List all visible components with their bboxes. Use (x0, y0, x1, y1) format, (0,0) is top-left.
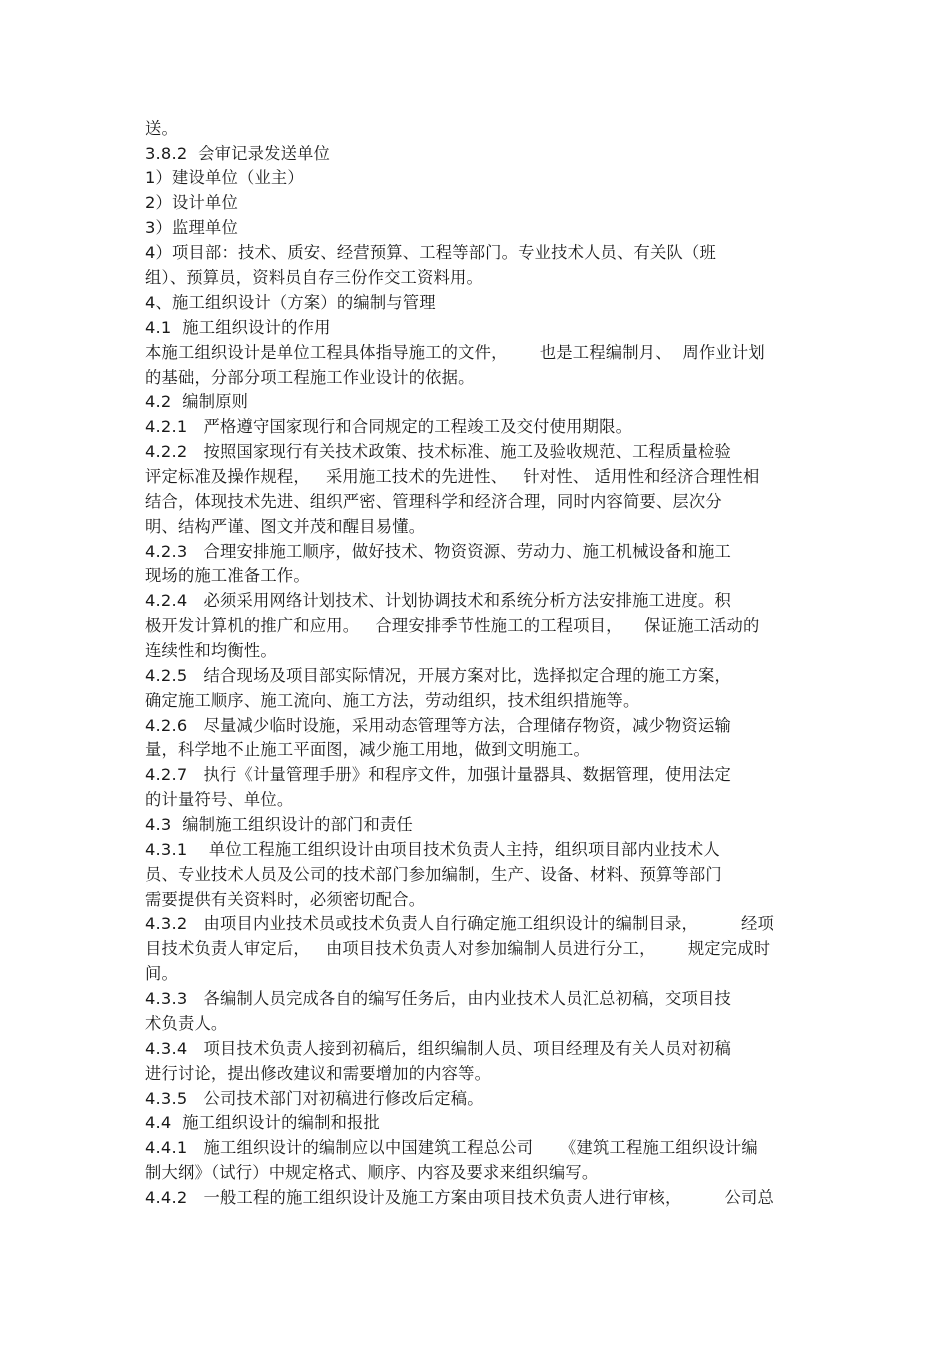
text-line: 4.2.3 合理安排施工顺序，做好技术、物资资源、劳动力、施工机械设备和施工 (145, 542, 731, 561)
text-line: 送。 (145, 119, 178, 138)
section-heading: 4.2 编制原则 (145, 392, 249, 411)
text-line: 4.2.4 必须采用网络计划技术、计划协调技术和系统分析方法安排施工进度。积 (145, 591, 731, 610)
text-line: 4.3.2 由项目内业技术员或技术负责人自行确定施工组织设计的编制目录， 经项 (145, 914, 774, 933)
text-line: 4.2.5 结合现场及项目部实际情况，开展方案对比，选择拟定合理的施工方案， (145, 666, 731, 685)
chapter-heading: 4、施工组织设计（方案）的编制与管理 (145, 293, 436, 312)
text-line: 的计量符号、单位。 (145, 790, 294, 809)
text-line: 4.3.5 公司技术部门对初稿进行修改后定稿。 (145, 1089, 484, 1108)
text-line: 的基础，分部分项工程施工作业设计的依据。 (145, 368, 475, 387)
text-line: 术负责人。 (145, 1014, 228, 1033)
text-line: 连续性和均衡性。 (145, 641, 277, 660)
list-item: 1）建设单位（业主） (145, 168, 304, 187)
text-line: 确定施工顺序、施工流向、施工方法，劳动组织，技术组织措施等。 (145, 691, 640, 710)
section-heading: 4.4 施工组织设计的编制和报批 (145, 1113, 381, 1132)
text-line: 组）、预算员，资料员自存三份作交工资料用。 (145, 268, 483, 287)
text-line: 间。 (145, 964, 178, 983)
list-item: 4）项目部：技术、质安、经营预算、工程等部门。专业技术人员、有关队（班 (145, 243, 716, 262)
text-line: 明、结构严谨、图文并茂和醒目易懂。 (145, 517, 426, 536)
text-line: 4.3.4 项目技术负责人接到初稿后，组织编制人员、项目经理及有关人员对初稿 (145, 1039, 731, 1058)
section-heading: 4.3 编制施工组织设计的部门和责任 (145, 815, 413, 834)
text-line: 评定标准及操作规程， 采用施工技术的先进性、 针对性、 适用性和经济合理性相 (145, 467, 760, 486)
text-line: 进行讨论，提出修改建议和需要增加的内容等。 (145, 1064, 492, 1083)
text-line: 4.4.1 施工组织设计的编制应以中国建筑工程总公司 《建筑工程施工组织设计编 (145, 1138, 758, 1157)
text-line: 4.2.1 严格遵守国家现行和合同规定的工程竣工及交付使用期限。 (145, 417, 633, 436)
text-line: 4.2.7 执行《计量管理手册》和程序文件，加强计量器具、数据管理，使用法定 (145, 765, 731, 784)
text-line: 员、专业技术人员及公司的技术部门参加编制，生产、设备、材料、预算等部门 (145, 865, 722, 884)
text-line: 目技术负责人审定后， 由项目技术负责人对参加编制人员进行分工， 规定完成时 (145, 939, 771, 958)
text-line: 制大纲》（试行）中规定格式、顺序、内容及要求来组织编写。 (145, 1163, 599, 1182)
text-line: 量，科学地不止施工平面图，减少施工用地，做到文明施工。 (145, 740, 590, 759)
text-line: 4.3.1 单位工程施工组织设计由项目技术负责人主持，组织项目部内业技术人 (145, 840, 720, 859)
text-line: 结合，体现技术先进、组织严密、管理科学和经济合理，同时内容简要、层次分 (145, 492, 722, 511)
text-line: 极开发计算机的推广和应用。 合理安排季节性施工的工程项目， 保证施工活动的 (145, 616, 760, 635)
text-line: 4.4.2 一般工程的施工组织设计及施工方案由项目技术负责人进行审核， 公司总 (145, 1188, 774, 1207)
text-line: 现场的施工准备工作。 (145, 566, 310, 585)
text-line: 需要提供有关资料时，必须密切配合。 (145, 890, 426, 909)
text-line: 4.2.2 按照国家现行有关技术政策、技术标准、施工及验收规范、工程质量检验 (145, 442, 731, 461)
text-line: 4.3.3 各编制人员完成各自的编写任务后，由内业技术人员汇总初稿，交项目技 (145, 989, 731, 1008)
list-item: 3）监理单位 (145, 218, 238, 237)
list-item: 2）设计单位 (145, 193, 238, 212)
section-heading: 3.8.2 会审记录发送单位 (145, 144, 331, 163)
text-line: 4.2.6 尽量减少临时设施，采用动态管理等方法，合理储存物资，减少物资运输 (145, 716, 731, 735)
text-line: 本施工组织设计是单位工程具体指导施工的文件， 也是工程编制月、 周作业计划 (145, 343, 765, 362)
section-heading: 4.1 施工组织设计的作用 (145, 318, 331, 337)
